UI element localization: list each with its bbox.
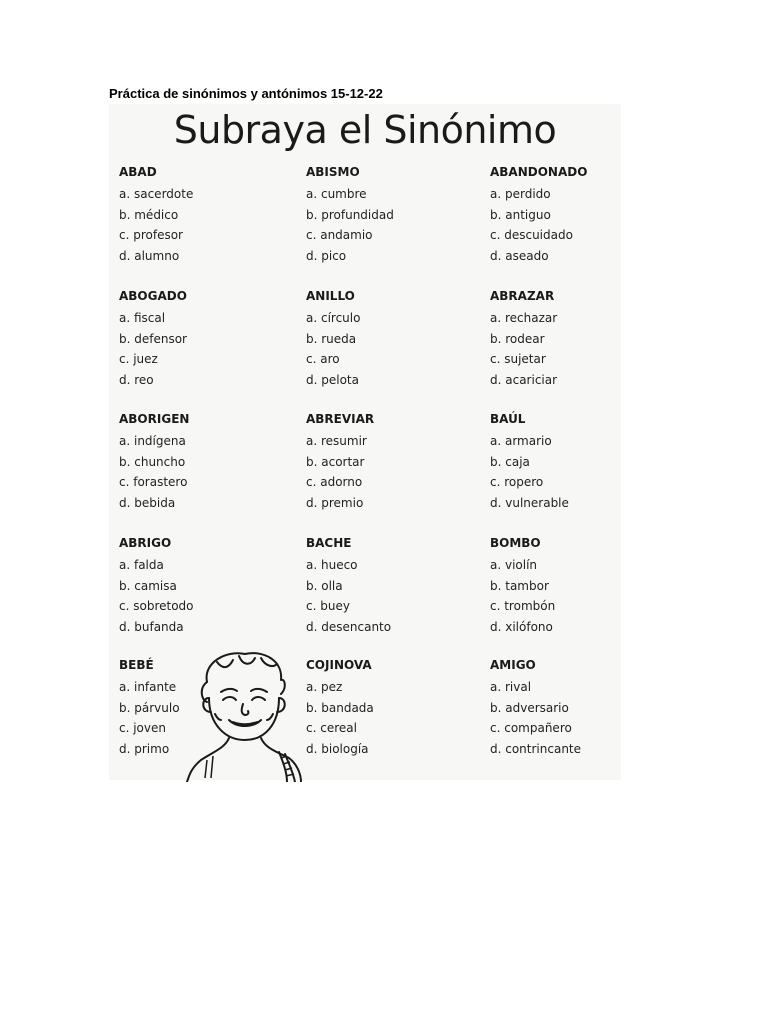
target-word: BEBÉ: [119, 658, 154, 672]
target-word: ABANDONADO: [490, 165, 588, 179]
synonym-option: d. primo: [119, 742, 170, 757]
worksheet-title: Subraya el Sinónimo: [173, 108, 557, 152]
synonym-option: b. antiguo: [490, 207, 551, 222]
synonym-option: c. buey: [306, 599, 350, 614]
word-block: [119, 411, 284, 514]
target-word: AMIGO: [490, 658, 536, 672]
target-word: ANILLO: [306, 289, 355, 303]
word-block: [490, 164, 655, 267]
synonym-option: c. descuidado: [490, 228, 573, 243]
synonym-option: b. olla: [306, 578, 343, 593]
synonym-option: c. joven: [119, 721, 166, 736]
synonym-option: d. reo: [119, 373, 154, 388]
synonym-option: c. profesor: [119, 228, 183, 243]
synonym-option: a. pez: [306, 680, 343, 694]
synonym-option: d. desencanto: [306, 620, 392, 635]
synonym-option: c. aro: [306, 352, 340, 367]
word-block: [490, 535, 655, 638]
synonym-option: d. premio: [306, 496, 364, 511]
synonym-option: a. infante: [119, 680, 177, 694]
word-block: [306, 535, 471, 638]
target-word: ABORIGEN: [119, 412, 190, 426]
synonym-option: d. acariciar: [490, 373, 558, 388]
synonym-option: c. ropero: [490, 475, 544, 490]
word-block: [306, 657, 471, 760]
child-face-drawing-icon: [183, 648, 307, 782]
synonym-option: d. xilófono: [490, 620, 553, 635]
synonym-option: d. alumno: [119, 249, 180, 264]
synonym-option: c. sobretodo: [119, 599, 194, 614]
word-block: [490, 411, 655, 514]
synonym-option: d. contrincante: [490, 742, 582, 757]
synonym-option: b. defensor: [119, 331, 187, 346]
synonym-option: a. perdido: [490, 187, 551, 201]
synonym-option: d. biología: [306, 742, 369, 757]
synonym-option: b. camisa: [119, 578, 177, 593]
synonym-option: a. fiscal: [119, 311, 166, 325]
synonym-option: a. sacerdote: [119, 187, 194, 201]
word-block: [119, 164, 284, 267]
synonym-option: d. pico: [306, 249, 347, 264]
synonym-option: d. pelota: [306, 373, 359, 388]
synonym-option: c. forastero: [119, 475, 188, 490]
target-word: BOMBO: [490, 536, 541, 550]
target-word: ABOGADO: [119, 289, 187, 303]
synonym-worksheet: [109, 104, 621, 780]
synonym-option: a. círculo: [306, 311, 361, 325]
synonym-option: b. rodear: [490, 331, 545, 346]
synonym-option: c. sujetar: [490, 352, 546, 367]
synonym-option: c. andamio: [306, 228, 373, 243]
synonym-option: a. violín: [490, 558, 538, 572]
synonym-option: c. cereal: [306, 721, 357, 736]
synonym-option: a. resumir: [306, 434, 367, 448]
synonym-option: c. juez: [119, 352, 158, 367]
synonym-option: d. aseado: [490, 249, 549, 264]
synonym-option: b. chuncho: [119, 454, 186, 469]
word-block: [490, 288, 655, 391]
synonym-option: b. profundidad: [306, 207, 394, 222]
synonym-option: a. rechazar: [490, 311, 558, 325]
synonym-option: b. adversario: [490, 700, 569, 715]
target-word: ABREVIAR: [306, 412, 375, 426]
synonym-option: b. tambor: [490, 578, 549, 593]
synonym-option: b. acortar: [306, 454, 365, 469]
synonym-option: d. bufanda: [119, 620, 184, 635]
synonym-option: d. vulnerable: [490, 496, 569, 511]
word-block: [119, 535, 284, 638]
word-block: [306, 164, 471, 267]
target-word: ABRIGO: [119, 536, 172, 550]
word-block: [119, 288, 284, 391]
synonym-option: b. caja: [490, 454, 530, 469]
word-block: [490, 657, 655, 760]
synonym-option: c. compañero: [490, 721, 572, 736]
document-heading: Práctica de sinónimos y antónimos 15-12-22: [109, 86, 383, 101]
target-word: ABISMO: [306, 165, 360, 179]
synonym-option: b. bandada: [306, 700, 374, 715]
synonym-option: b. médico: [119, 207, 179, 222]
synonym-option: a. armario: [490, 434, 552, 448]
synonym-option: a. cumbre: [306, 187, 367, 201]
synonym-option: b. rueda: [306, 331, 357, 346]
synonym-option: a. falda: [119, 558, 164, 572]
word-block: [306, 288, 471, 391]
target-word: BACHE: [306, 536, 352, 550]
synonym-option: d. bebida: [119, 496, 176, 511]
synonym-option: c. adorno: [306, 475, 363, 490]
synonym-option: a. hueco: [306, 558, 358, 572]
target-word: ABRAZAR: [490, 289, 555, 303]
synonym-option: c. trombón: [490, 599, 556, 614]
synonym-option: a. rival: [490, 680, 532, 694]
target-word: COJINOVA: [306, 658, 372, 672]
word-block: [306, 411, 471, 514]
target-word: BAÚL: [490, 412, 526, 426]
synonym-option: a. indígena: [119, 434, 186, 448]
target-word: ABAD: [119, 165, 157, 179]
synonym-option: b. párvulo: [119, 700, 180, 715]
